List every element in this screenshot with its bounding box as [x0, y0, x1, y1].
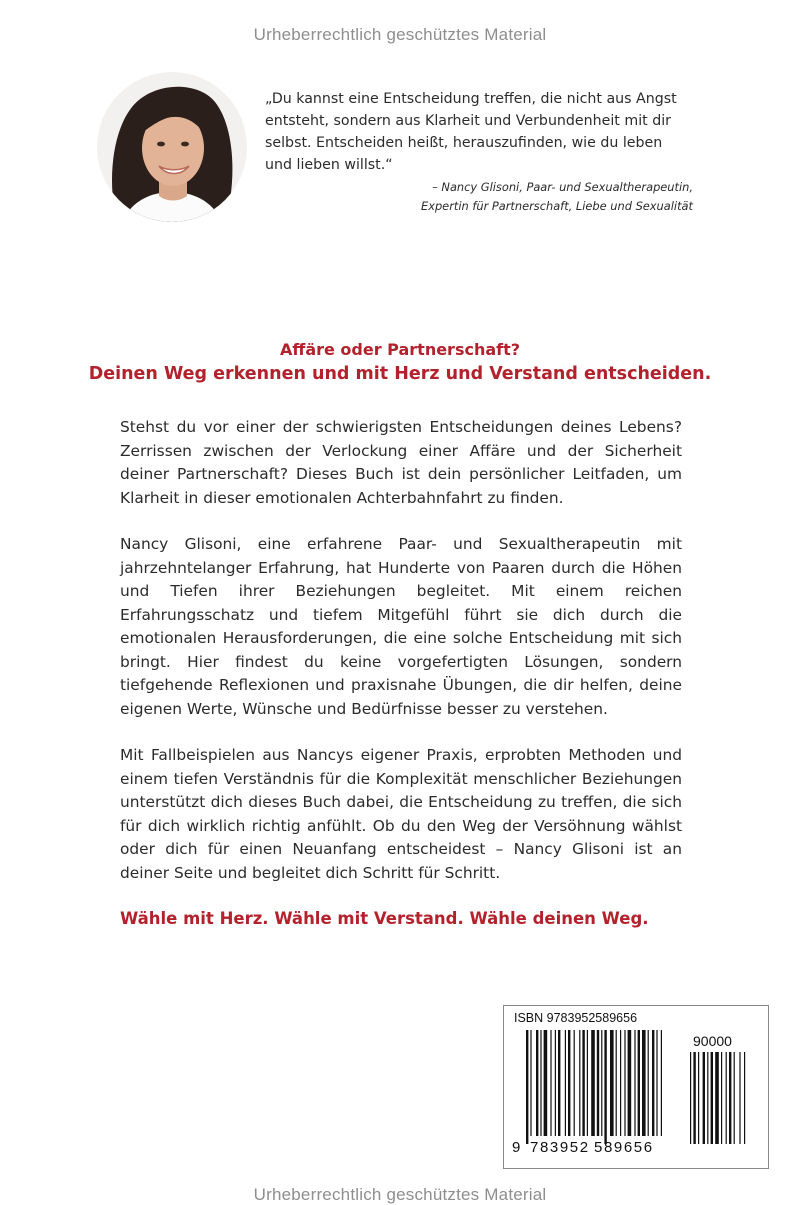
quote-author-credentials: Expertin für Partnerschaft, Liebe und Sexualität — [421, 199, 693, 213]
blurb-paragraph-2: Nancy Glisoni, eine erfahrene Paar- und Sexualtherapeutin mit jahrzehntelanger Erfahrung, hat Hunderte von Paaren durch die Höhen und Tiefen ihrer Beziehungen begleitet. Mit einem reichen Erfahrungsschatz und tiefem Mitgefühl führt sie dich durch die emotionalen Herausforderungen, die eine solche Entscheidung mit sich bringt. Hier findest du keine vorgefertigten Lösungen, sondern tiefgehende Reflexionen und praxisnahe Übungen, die dir helfen, deine eigenen Werte, Wünsche und Bedürfnisse besser zu verstehen. — [120, 535, 682, 718]
ean-left-digits: 783952 — [530, 1139, 590, 1156]
addon-barcode-bar — [739, 1052, 740, 1144]
addon-barcode-bar — [721, 1052, 722, 1144]
barcode-bar — [582, 1030, 584, 1136]
barcode-bar — [642, 1030, 646, 1136]
barcode-bar — [616, 1030, 617, 1136]
addon-barcode-bar — [729, 1052, 731, 1144]
addon-barcode-bar — [690, 1052, 691, 1144]
barcode-bar — [568, 1030, 570, 1136]
barcode-bar — [638, 1030, 640, 1136]
barcode-bar — [579, 1030, 580, 1136]
ean-right-digits: 589656 — [594, 1139, 654, 1156]
barcode-bar — [624, 1030, 625, 1136]
barcode-bar — [604, 1030, 606, 1144]
barcode-bar — [544, 1030, 548, 1136]
barcode-bar — [634, 1030, 635, 1136]
blurb-body — [120, 416, 682, 908]
barcode-bar — [656, 1030, 657, 1136]
barcode-bar — [587, 1030, 588, 1136]
barcode-bar — [565, 1030, 566, 1136]
addon-barcode-bar — [726, 1052, 727, 1144]
ean-first-digit: 9 — [512, 1139, 521, 1156]
barcode-bar — [558, 1030, 560, 1136]
blurb-paragraph-3: Mit Fallbeispielen aus Nancys eigener Praxis, erprobten Methoden und einem tiefen Verständnis für die Komplexität menschlicher Beziehungen unterstützt dich dieses Buch dabei, die Entscheidung zu treffen, die sich für dich wirklich richtig anfühlt. Ob du den Weg der Versöhnung wählst oder dich für einen Neuanfang entscheidest – Nancy Glisoni ist an deiner Seite und begleitet dich Schritt für Schritt. — [120, 746, 682, 882]
barcode-bar — [628, 1030, 632, 1136]
barcode-bar — [597, 1030, 599, 1136]
barcode-bar — [620, 1030, 621, 1136]
author-quote — [265, 88, 693, 216]
barcode-bar — [555, 1030, 556, 1136]
barcode-bar — [540, 1030, 541, 1136]
barcode-bar — [574, 1030, 575, 1136]
closing-claim: Wähle mit Herz. Wähle mit Verstand. Wähle deinen Weg. — [120, 909, 649, 928]
isbn-label: ISBN 9783952589656 — [514, 1011, 638, 1025]
quote-author-line: – Nancy Glisoni, Paar- und Sexualtherapeutin, — [432, 180, 693, 194]
headline-question: Affäre oder Partnerschaft? — [279, 340, 521, 359]
barcode-bar — [601, 1030, 602, 1136]
barcode-bar — [550, 1030, 551, 1136]
headline-subtitle: Deinen Weg erkennen und mit Herz und Verstand entscheiden. — [88, 364, 712, 384]
copyright-watermark-bottom: Urheberrechtlich geschütztes Material — [253, 1185, 547, 1204]
blurb-paragraph-1: Stehst du vor einer der schwierigsten Entscheidungen deines Lebens? Zerrissen zwischen der Verlockung einer Affäre und der Sicherheit deiner Partnerschaft? Dieses Buch ist dein persönlicher Leitfaden, um Klarheit in dieser emotionalen Achterbahnfahrt zu finden. — [120, 418, 682, 507]
barcode-bar — [648, 1030, 649, 1136]
addon-barcode-bar — [715, 1052, 719, 1144]
barcode-bar — [591, 1030, 595, 1136]
barcode-bar — [610, 1030, 614, 1136]
addon-barcode-bar — [698, 1052, 699, 1144]
addon-barcode-bar — [734, 1052, 735, 1144]
addon-barcode-bar — [703, 1052, 705, 1144]
addon-barcode-bar — [707, 1052, 708, 1144]
copyright-watermark-top: Urheberrechtlich geschütztes Material — [253, 25, 547, 44]
barcode-bar — [661, 1030, 662, 1136]
author-photo-illustration — [97, 72, 247, 222]
quote-text: „Du kannst eine Entscheidung treffen, die nicht aus Angst entsteht, sondern aus Klarheit und Verbundenheit mit dir selbst. Entscheiden heißt, herauszufinden, wie du leben und lieben willst.“ — [265, 91, 677, 173]
barcode-bar — [652, 1030, 654, 1136]
quote-attribution — [265, 178, 693, 216]
barcode-bar — [530, 1030, 531, 1136]
barcode-bar — [536, 1030, 538, 1136]
addon-barcode-bar — [711, 1052, 713, 1144]
addon-barcode-bar — [693, 1052, 695, 1144]
author-portrait — [97, 72, 247, 222]
isbn-barcode-block — [503, 1005, 769, 1169]
barcode-bar — [526, 1030, 528, 1144]
addon-barcode-bar — [744, 1052, 745, 1144]
price-addon-code: 90000 — [693, 1033, 732, 1049]
